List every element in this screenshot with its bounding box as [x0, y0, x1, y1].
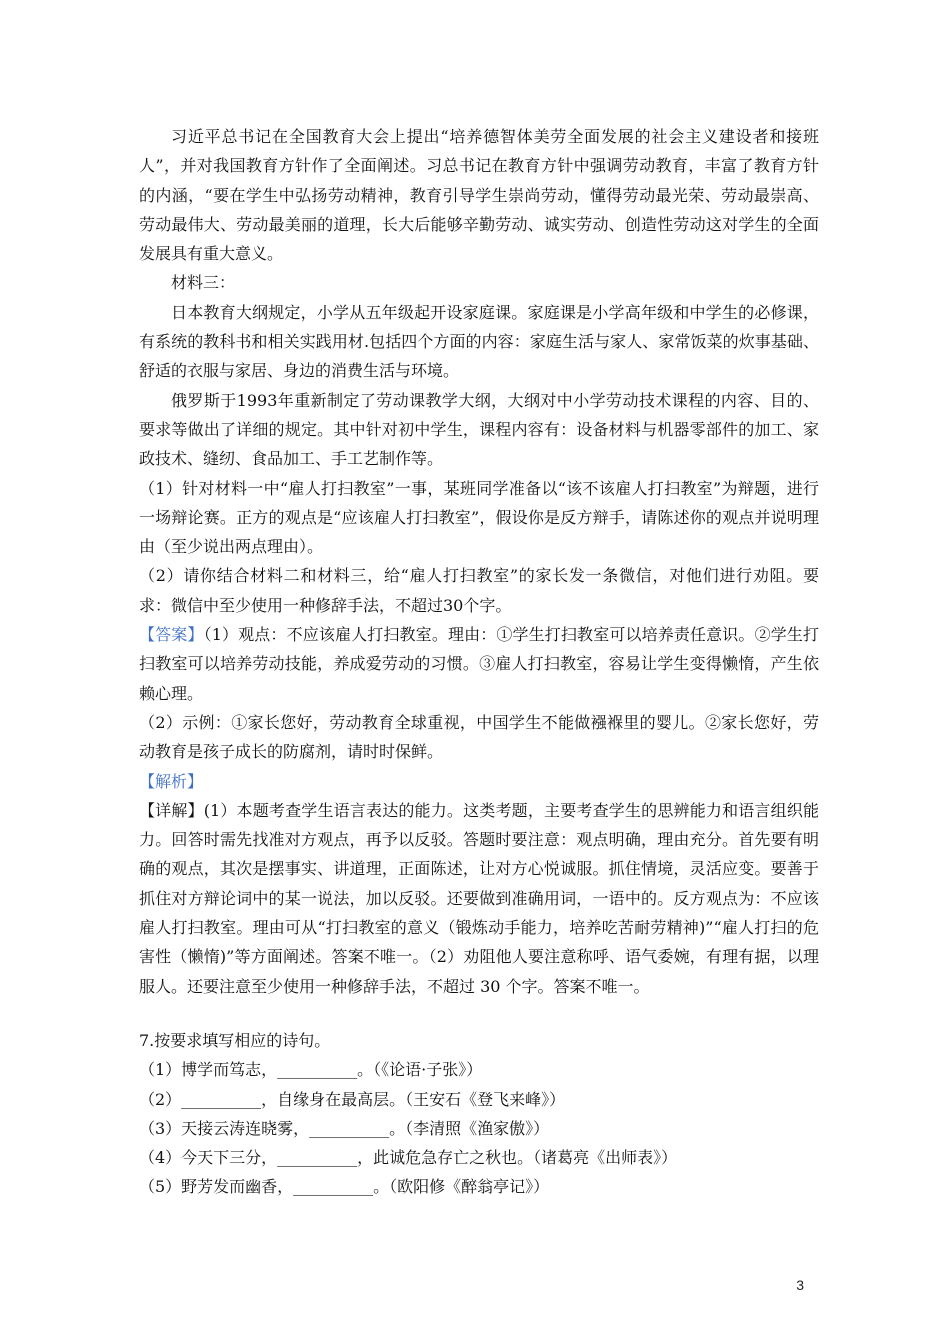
- passage-paragraph: 习近平总书记在全国教育大会上提出“培养德智体美劳全面发展的社会主义建设者和接班人”，并对我国教育方针作了全面阐述。习总书记在教育方针中强调劳动教育，丰富了教育方针的内涵，“要在学生中弘扬劳动精神，教育引导学生崇尚劳动，懂得劳动最光荣、劳动最崇高、劳动最伟大、劳动最美丽的道理，长大后能够辛勤劳动、诚实劳动、创造性劳动这对学生的全面发展具有重大意义。: [139, 127, 819, 264]
- question-7-item: （4）今天下三分，__________，此诚危急存亡之秋也。（诸葛亮《出师表》）: [139, 1148, 678, 1168]
- analysis-detail: 【详解】(1）本题考查学生语言表达的能力。这类考题，主要考查学生的思辨能力和语言组织能力。回答时需先找准对方观点，再予以反驳。答题时要注意：观点明确，理由充分。首先要有明确的观点，其次是摆事实、讲道理，正面陈述，让对方心悦诚服。抓住情境，灵活应变。要善于抓住对方辩论词中的某一说法，加以反驳。还要做到准确用词，一语中的。反方观点为：不应该雇人打扫教室。理由可从“打扫教室的意义（锻炼动手能力，培养吃苦耐劳精神)”“雇人打扫的危害性（懒惰)”等方面阐述。答案不唯一。（2）劝阻他人要注意称呼、语气委婉，有理有据，以理服人。还要注意至少使用一种修辞手法，不超过 30 个字。答案不唯一。: [139, 800, 819, 996]
- question-1: （1）针对材料一中“雇人打扫教室”一事，某班同学准备以“该不该雇人打扫教室”为辩题，进行一场辩论赛。正方的观点是“应该雇人打扫教室”，假设你是反方辩手，请陈述你的观点并说明理由（至少说出两点理由）。: [139, 478, 819, 557]
- question-7-item: （2）__________，自缘身在最高层。（王安石《登飞来峰》）: [139, 1089, 566, 1109]
- answer-tag: 【答案】: [139, 625, 204, 645]
- question-7-item: （1）博学而笃志，__________。（《论语·子张》）: [139, 1060, 483, 1080]
- passage-paragraph: 日本教育大纲规定，小学从五年级起开设家庭课。家庭课是小学高年级和中学生的必修课，有系统的教科书和相关实践用材.包括四个方面的内容：家庭生活与家人、家常饭菜的炊事基础、舒适的衣服与家居、身边的消费生活与环境。: [139, 302, 819, 381]
- question-7-title: 7.按要求填写相应的诗句。: [139, 1030, 331, 1050]
- answer-2: （2）示例：①家长您好，劳动教育全球重视，中国学生不能做襁褓里的婴儿。②家长您好，劳动教育是孩子成长的防腐剂，请时时保鲜。: [139, 712, 819, 762]
- section-gap: [139, 1001, 819, 1026]
- answer-1: （1）观点：不应该雇人打扫教室。理由：①学生打扫教室可以培养责任意识。②学生打扫教室可以培养劳动技能，养成爱劳动的习惯。③雇人打扫教室，容易让学生变得懒惰，产生依赖心理。: [139, 625, 819, 703]
- answer-block: [139, 620, 819, 708]
- material-heading: 材料三：: [171, 273, 236, 293]
- question-7-item: （3）天接云涛连晓雾，__________。（李清照《渔家傲》）: [139, 1118, 550, 1138]
- page-number: 3: [796, 1277, 804, 1293]
- passage-paragraph: 俄罗斯于1993年重新制定了劳动课教学大纲，大纲对中小学劳动技术课程的内容、目的、要求等做出了详细的规定。其中针对初中学生，课程内容有：设备材料与机器零部件的加工、家政技术、缝纫、食品加工、手工艺制作等。: [139, 390, 819, 469]
- page-content: [139, 122, 819, 1202]
- question-2: （2）请你结合材料二和材料三，给“雇人打扫教室”的家长发一条微信，对他们进行劝阻。要求：微信中至少使用一种修辞手法，不超过30个字。: [139, 566, 819, 615]
- question-7-item: （5）野芳发而幽香，__________。（欧阳修《醉翁亭记》）: [139, 1177, 550, 1197]
- analysis-tag: 【解析】: [139, 771, 204, 791]
